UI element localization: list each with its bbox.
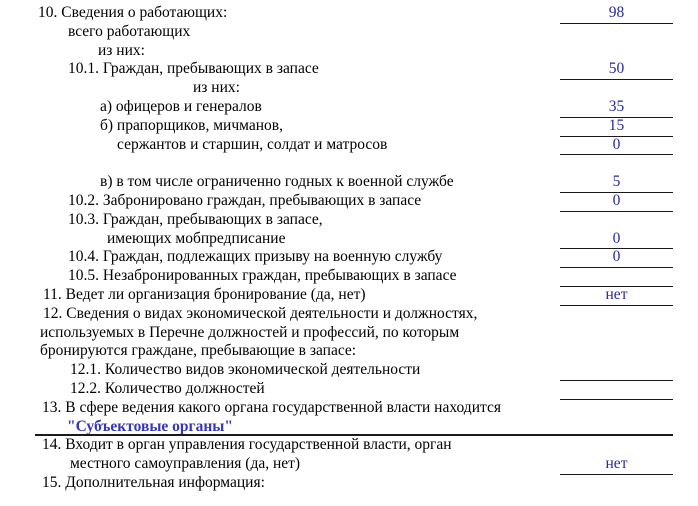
- line-label: 11. Ведет ли организация бронирование (да, нет): [43, 285, 366, 303]
- value-field-warrant-officers[interactable]: 15: [560, 117, 673, 137]
- line-label: бронируются граждане, пребывающие в запасе:: [40, 342, 357, 360]
- form-line-limited-fit: [0, 173, 698, 192]
- line-label: сержантов и старшин, солдат и матросов: [117, 135, 388, 153]
- line-label: из них:: [193, 79, 240, 97]
- value-field-gov-body-flag[interactable]: нет: [560, 455, 673, 475]
- form-line-10-4: [0, 248, 698, 267]
- line-label: из них:: [98, 41, 145, 59]
- form-line-10-5: [0, 267, 698, 286]
- form-line-14: [0, 436, 698, 455]
- value-field-positions-count[interactable]: [560, 380, 673, 400]
- value-field-activity-types-count[interactable]: [560, 361, 673, 381]
- line-label: 13. В сфере ведения какого органа государственной власти находится: [42, 398, 501, 416]
- form-line-14-cont: [0, 455, 698, 474]
- value-field-reserve-citizens[interactable]: 50: [560, 60, 673, 80]
- form-line-10-1: [0, 60, 698, 79]
- line-label: в) в том числе ограниченно годных к военной службе: [100, 173, 454, 191]
- form-line-13: [0, 399, 698, 418]
- form-line-15: [0, 474, 698, 493]
- form-line-11: [0, 286, 698, 305]
- line-label: всего работающих: [68, 22, 191, 40]
- value-field-limited-fit[interactable]: 5: [560, 173, 673, 193]
- value-field-sergeants[interactable]: 0: [560, 136, 673, 156]
- form-line-12-cont-2: [0, 342, 698, 361]
- line-label: 10.3. Граждан, пребывающих в запасе,: [68, 210, 323, 228]
- form-line-officers: [0, 98, 698, 117]
- line-label: 12.1. Количество видов экономической деятельности: [70, 361, 421, 379]
- line-label: местного самоуправления (да, нет): [70, 455, 301, 473]
- value-field-mob-prescription[interactable]: 0: [560, 230, 673, 250]
- form-line-mob-prescription: [0, 230, 698, 249]
- line-label: 10.5. Незабронированных граждан, пребывающих в запасе: [68, 267, 457, 285]
- authority-org-value[interactable]: "Субъектовые органы": [67, 417, 233, 435]
- form-line-12-cont-1: [0, 324, 698, 343]
- line-label: 14. Входит в орган управления государственной власти, орган: [42, 436, 452, 454]
- value-field-total-workers[interactable]: 98: [560, 4, 673, 24]
- form-line-10: [0, 4, 698, 23]
- line-label: 10.1. Граждан, пребывающих в запасе: [68, 60, 319, 78]
- form-line-10-2: [0, 192, 698, 211]
- spacer-row: [0, 154, 698, 173]
- line-label: б) прапорщиков, мичманов,: [100, 116, 283, 134]
- line-label: используемых в Перечне должностей и профессий, по которым: [40, 323, 460, 341]
- form-line-warrant-officers: [0, 117, 698, 136]
- line-label: 12.2. Количество должностей: [70, 379, 265, 397]
- form-line-authority-org: [0, 418, 698, 437]
- line-label: 15. Дополнительная информация:: [42, 473, 265, 491]
- value-field-unbooked-citizens[interactable]: [560, 267, 673, 287]
- line-label: 10.2. Забронировано граждан, пребывающих в запасе: [68, 191, 422, 209]
- line-label: а) офицеров и генералов: [100, 97, 262, 115]
- form-line-ofwhich-2: [0, 79, 698, 98]
- line-label: 10.4. Граждан, подлежащих призыву на военную службу: [68, 248, 443, 266]
- line-label: 12. Сведения о видах экономической деятельности и должностях,: [43, 304, 478, 322]
- value-field-booking-flag[interactable]: нет: [560, 286, 673, 306]
- form-line-12: [0, 305, 698, 324]
- line-label: 10. Сведения о работающих:: [38, 4, 228, 21]
- form-line-12-1: [0, 361, 698, 380]
- form-line-total: [0, 23, 698, 42]
- form-line-ofwhich-1: [0, 42, 698, 61]
- form-line-sergeants: [0, 136, 698, 155]
- line-label: имеющих мобпредписание: [107, 229, 286, 247]
- value-field-booked-citizens[interactable]: 0: [560, 192, 673, 212]
- value-field-officers[interactable]: 35: [560, 98, 673, 118]
- value-field-draft-subject[interactable]: 0: [560, 248, 673, 268]
- form-line-10-3: [0, 211, 698, 230]
- form-line-12-2: [0, 380, 698, 399]
